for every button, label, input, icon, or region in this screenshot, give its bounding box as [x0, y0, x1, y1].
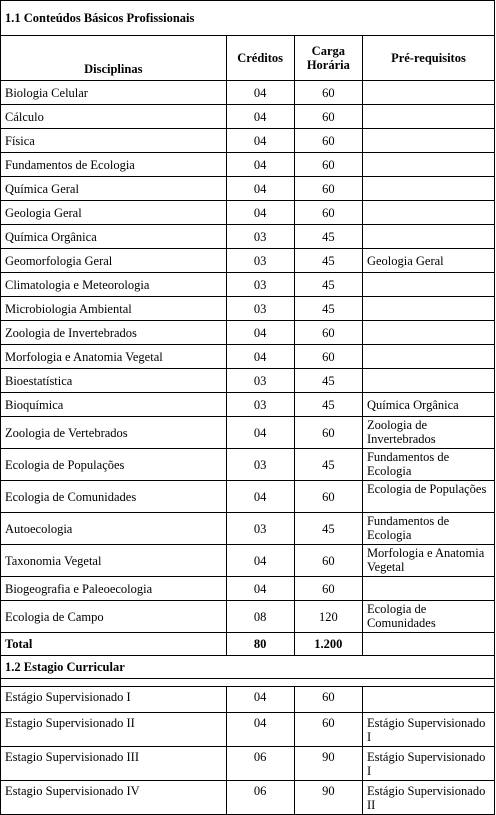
total-creditos: 80 — [226, 633, 294, 656]
header-carga-horaria — [294, 36, 362, 81]
table-row — [1, 713, 495, 747]
section-title: 1.1 Conteúdos Básicos Profissionais — [1, 1, 495, 36]
curriculum-table-body — [1, 1, 495, 815]
creditos-cell: 06 — [226, 747, 294, 781]
creditos-cell: 04 — [226, 153, 294, 177]
creditos-cell: 04 — [226, 201, 294, 225]
prerequisito-cell: Fundamentos de Ecologia — [362, 449, 494, 481]
prerequisito-cell — [362, 201, 494, 225]
prerequisito-cell: Fundamentos de Ecologia — [362, 513, 494, 545]
disciplina-cell: Bioestatística — [1, 369, 227, 393]
prerequisito-cell: Zoologia de Invertebrados — [362, 417, 494, 449]
disciplina-cell: Zoologia de Invertebrados — [1, 321, 227, 345]
table-row — [1, 273, 495, 297]
header-carga-line2: Horária — [306, 58, 350, 72]
prerequisito-cell: Morfologia e Anatomia Vegetal — [362, 545, 494, 577]
creditos-cell: 03 — [226, 393, 294, 417]
carga-horaria-cell: 60 — [294, 129, 362, 153]
disciplina-cell: Cálculo — [1, 105, 227, 129]
carga-horaria-cell: 45 — [294, 225, 362, 249]
table-row — [1, 577, 495, 601]
prerequisito-cell: Estágio Supervisionado I — [362, 713, 494, 747]
header-creditos: Créditos — [226, 36, 294, 81]
table-row — [1, 225, 495, 249]
disciplina-cell: Geomorfologia Geral — [1, 249, 227, 273]
prerequisito-cell — [362, 687, 494, 713]
total-prerequisito-empty — [362, 633, 494, 656]
carga-horaria-cell: 60 — [294, 81, 362, 105]
creditos-cell: 04 — [226, 687, 294, 713]
prerequisito-cell — [362, 177, 494, 201]
table-row — [1, 321, 495, 345]
prerequisito-cell — [362, 81, 494, 105]
disciplina-cell: Ecologia de Populações — [1, 449, 227, 481]
disciplina-cell: Biologia Celular — [1, 81, 227, 105]
disciplina-cell: Estagio Supervisionado III — [1, 747, 227, 781]
creditos-cell: 04 — [226, 545, 294, 577]
header-disciplinas: Disciplinas — [1, 36, 227, 81]
creditos-cell: 06 — [226, 781, 294, 815]
prerequisito-cell — [362, 153, 494, 177]
creditos-cell: 03 — [226, 513, 294, 545]
creditos-cell: 03 — [226, 273, 294, 297]
creditos-cell: 03 — [226, 449, 294, 481]
table-row — [1, 781, 495, 815]
carga-horaria-cell: 60 — [294, 481, 362, 513]
table-row — [1, 601, 495, 633]
disciplina-cell: Zoologia de Vertebrados — [1, 417, 227, 449]
disciplina-cell: Fundamentos de Ecologia — [1, 153, 227, 177]
carga-horaria-cell: 60 — [294, 201, 362, 225]
carga-horaria-cell: 60 — [294, 177, 362, 201]
table-row — [1, 249, 495, 273]
carga-horaria-cell: 90 — [294, 747, 362, 781]
carga-horaria-cell: 60 — [294, 545, 362, 577]
table-row — [1, 747, 495, 781]
carga-horaria-cell: 60 — [294, 321, 362, 345]
carga-horaria-cell: 45 — [294, 249, 362, 273]
prerequisito-cell: Geologia Geral — [362, 249, 494, 273]
disciplina-cell: Autoecologia — [1, 513, 227, 545]
table-row — [1, 481, 495, 513]
table-row — [1, 177, 495, 201]
prerequisito-cell — [362, 129, 494, 153]
disciplina-cell: Ecologia de Comunidades — [1, 481, 227, 513]
total-label: Total — [1, 633, 227, 656]
total-carga-horaria: 1.200 — [294, 633, 362, 656]
prerequisito-cell — [362, 321, 494, 345]
disciplina-cell: Estagio Supervisionado IV — [1, 781, 227, 815]
disciplina-cell: Física — [1, 129, 227, 153]
carga-horaria-cell: 60 — [294, 153, 362, 177]
carga-horaria-cell: 60 — [294, 105, 362, 129]
disciplina-cell: Estagio Supervisionado II — [1, 713, 227, 747]
spacer-row — [1, 679, 495, 687]
creditos-cell: 04 — [226, 177, 294, 201]
table-row — [1, 513, 495, 545]
carga-horaria-cell: 45 — [294, 449, 362, 481]
table-row — [1, 449, 495, 481]
carga-horaria-cell: 45 — [294, 297, 362, 321]
creditos-cell: 04 — [226, 577, 294, 601]
carga-horaria-cell: 60 — [294, 417, 362, 449]
carga-horaria-cell: 45 — [294, 513, 362, 545]
table-row — [1, 369, 495, 393]
creditos-cell: 04 — [226, 105, 294, 129]
disciplina-cell: Microbiologia Ambiental — [1, 297, 227, 321]
carga-horaria-cell: 90 — [294, 781, 362, 815]
creditos-cell: 04 — [226, 81, 294, 105]
creditos-cell: 04 — [226, 321, 294, 345]
table-row — [1, 153, 495, 177]
creditos-cell: 03 — [226, 369, 294, 393]
prerequisito-cell — [362, 345, 494, 369]
table-row — [1, 345, 495, 369]
disciplina-cell: Morfologia e Anatomia Vegetal — [1, 345, 227, 369]
creditos-cell: 04 — [226, 345, 294, 369]
prerequisito-cell — [362, 297, 494, 321]
creditos-cell: 03 — [226, 225, 294, 249]
table-row — [1, 129, 495, 153]
table-row — [1, 105, 495, 129]
header-prerequisitos: Pré-requisitos — [362, 36, 494, 81]
creditos-cell: 04 — [226, 417, 294, 449]
spacer-cell — [1, 679, 495, 687]
header-row — [1, 36, 495, 81]
prerequisito-cell — [362, 369, 494, 393]
prerequisito-cell — [362, 273, 494, 297]
creditos-cell: 03 — [226, 297, 294, 321]
disciplina-cell: Geologia Geral — [1, 201, 227, 225]
disciplina-cell: Climatologia e Meteorologia — [1, 273, 227, 297]
table-row — [1, 201, 495, 225]
carga-horaria-cell: 120 — [294, 601, 362, 633]
prerequisito-cell: Estágio Supervisionado II — [362, 781, 494, 815]
creditos-cell: 03 — [226, 249, 294, 273]
disciplina-cell: Ecologia de Campo — [1, 601, 227, 633]
creditos-cell: 08 — [226, 601, 294, 633]
carga-horaria-cell: 60 — [294, 687, 362, 713]
prerequisito-cell: Ecologia de Comunidades — [362, 601, 494, 633]
prerequisito-cell: Estágio Supervisionado I — [362, 747, 494, 781]
table-row — [1, 297, 495, 321]
section-row — [1, 1, 495, 36]
prerequisito-cell — [362, 577, 494, 601]
total-row — [1, 633, 495, 656]
table-row — [1, 81, 495, 105]
header-carga-line1: Carga — [311, 44, 345, 58]
prerequisito-cell: Química Orgânica — [362, 393, 494, 417]
creditos-cell: 04 — [226, 481, 294, 513]
disciplina-cell: Biogeografia e Paleoecologia — [1, 577, 227, 601]
creditos-cell: 04 — [226, 713, 294, 747]
disciplina-cell: Química Orgânica — [1, 225, 227, 249]
carga-horaria-cell: 60 — [294, 577, 362, 601]
section-title: 1.2 Estagio Curricular — [1, 656, 495, 679]
prerequisito-cell: Ecologia de Populações — [362, 481, 494, 513]
creditos-cell: 04 — [226, 129, 294, 153]
prerequisito-cell — [362, 105, 494, 129]
disciplina-cell: Química Geral — [1, 177, 227, 201]
carga-horaria-cell: 45 — [294, 273, 362, 297]
section-row — [1, 656, 495, 679]
table-row — [1, 417, 495, 449]
carga-horaria-cell: 45 — [294, 369, 362, 393]
table-row — [1, 393, 495, 417]
disciplina-cell: Estágio Supervisionado I — [1, 687, 227, 713]
carga-horaria-cell: 60 — [294, 345, 362, 369]
disciplina-cell: Bioquímica — [1, 393, 227, 417]
disciplina-cell: Taxonomia Vegetal — [1, 545, 227, 577]
carga-horaria-cell: 45 — [294, 393, 362, 417]
table-row — [1, 545, 495, 577]
carga-horaria-cell: 60 — [294, 713, 362, 747]
prerequisito-cell — [362, 225, 494, 249]
table-row — [1, 687, 495, 713]
